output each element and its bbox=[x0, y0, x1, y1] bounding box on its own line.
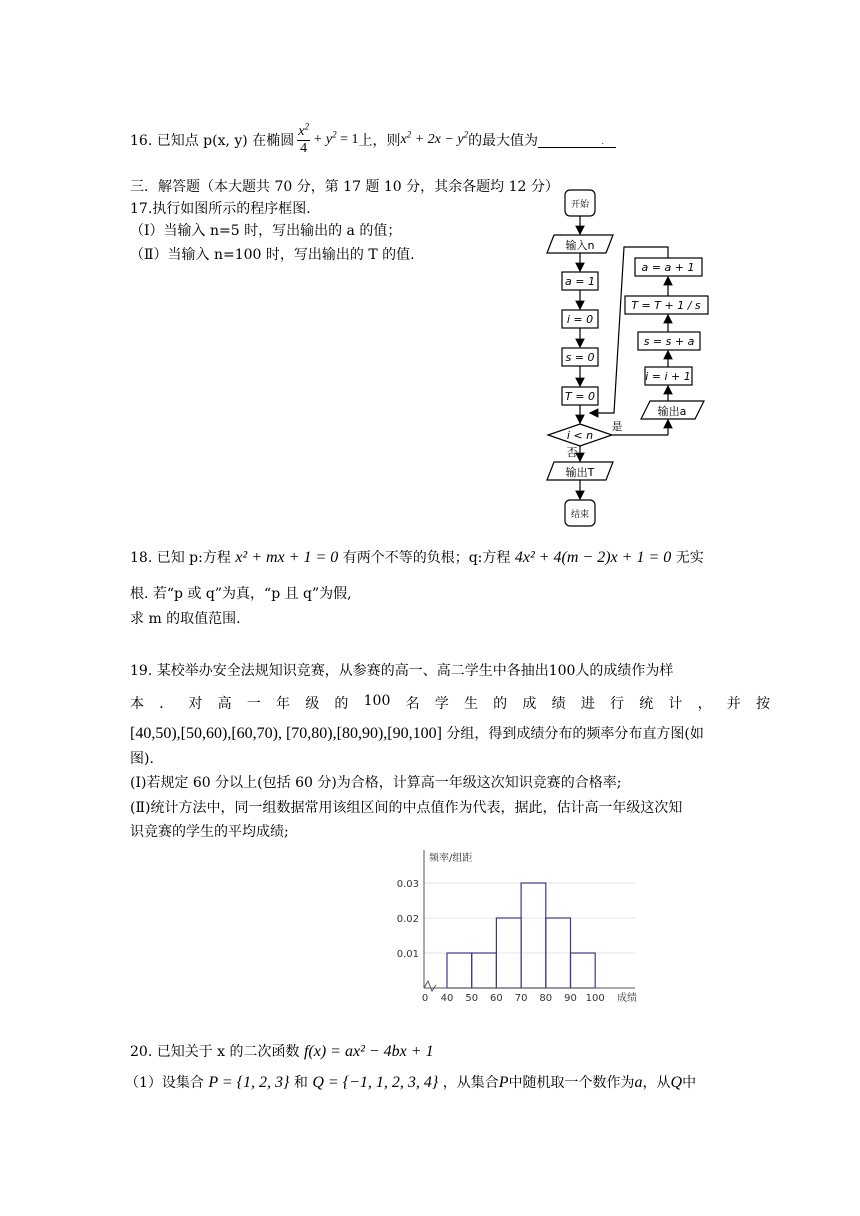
hist-xlabel: 成绩 bbox=[617, 993, 637, 1004]
flow-cond: i < n bbox=[566, 429, 594, 442]
hist-xtick-label: 50 bbox=[465, 993, 479, 1004]
answer-blank: . bbox=[538, 133, 616, 148]
q19-line5: (Ⅰ)若规定 60 分以上(包括 60 分)为合格，计算高一年级这次知识竞赛的合格率; bbox=[130, 775, 622, 791]
hist-bar-[70,80) bbox=[521, 883, 546, 988]
flow-outa: 输出a bbox=[657, 405, 687, 418]
hist-xtick-label: 80 bbox=[539, 993, 553, 1004]
question-16 bbox=[130, 122, 616, 158]
hist-ytick-label: 0.02 bbox=[396, 914, 419, 925]
flow-i0: i = 0 bbox=[566, 313, 594, 326]
flow-s0: s = 0 bbox=[565, 351, 595, 364]
hist-ytick-label: 0.01 bbox=[396, 949, 419, 960]
hist-xtick-label: 60 bbox=[490, 993, 503, 1004]
hist-xtick-label: 100 bbox=[585, 993, 605, 1004]
hist-bar-[50,60) bbox=[472, 953, 497, 988]
q17-title: 17.执行如图所示的程序框图. bbox=[130, 201, 311, 217]
q19-line6: (Ⅱ)统计方法中，同一组数据常用该组区间的中点值作为代表，据此，估计高一年级这次知 bbox=[130, 800, 683, 816]
hist-xtick-label: 70 bbox=[514, 993, 528, 1004]
flow-outT: 输出T bbox=[565, 466, 595, 479]
set-Q: Q = {−1, 1, 2, 3, 4} bbox=[312, 1074, 439, 1091]
flow-a1: a = 1 bbox=[565, 275, 595, 288]
flow-end: 结束 bbox=[570, 510, 590, 520]
flow-ii: i = i + 1 bbox=[645, 370, 691, 383]
flow-tt: T = T + 1 / s bbox=[631, 299, 701, 312]
q18-line1: 18. 已知 p:方程 x² + mx + 1 = 0 有两个不等的负根；q:方程 4x² + 4(m − 2)x + 1 = 0 无实 bbox=[130, 549, 704, 566]
q16-prefix: 16. 已知点 p(x, y) 在椭圆 bbox=[130, 133, 295, 149]
flow-aa: a = a + 1 bbox=[641, 261, 695, 274]
flow-t0: T = 0 bbox=[565, 390, 595, 403]
hist-bar-[40,50) bbox=[447, 953, 472, 988]
q18-line3: 求 m 的取值范围. bbox=[130, 611, 241, 627]
flowchart bbox=[540, 185, 720, 530]
q16-fraction: $\frac{x^2}{4}$ bbox=[298, 120, 309, 156]
q20-function: f(x) = ax² − 4bx + 1 bbox=[303, 1043, 434, 1060]
q19-line2: 本 ． 对 高 一 年 级 的 100 名 学 生 的 成 绩 进 行 统 计 ， 并 按 bbox=[130, 693, 770, 712]
q16-suffix: 的最大值为 bbox=[468, 133, 539, 149]
q19-intervals: [40,50),[50,60),[60,70), [70,80),[80,90),[90,100] bbox=[130, 725, 442, 742]
flow-start: 开始 bbox=[570, 200, 590, 210]
q20-line1: 20. 已知关于 x 的二次函数 f(x) = ax² − 4bx + 1 bbox=[130, 1043, 434, 1060]
hist-xtick-label: 0 bbox=[421, 993, 429, 1004]
q17-part2: （Ⅱ）当输入 n=100 时，写出输出的 T 的值. bbox=[130, 247, 415, 263]
flow-ss: s = s + a bbox=[643, 335, 695, 348]
q18-line2: 根. 若“p 或 q”为真，“p 且 q”为假, bbox=[130, 586, 352, 602]
flow-yes: 是 bbox=[611, 420, 623, 433]
flow-no: 否 bbox=[566, 446, 578, 459]
q20-line2: （1）设集合 P = {1, 2, 3} 和 Q = {−1, 1, 2, 3, 4} ，从集合P中随机取一个数作为a，从Q中 bbox=[125, 1074, 697, 1091]
hist-ylabel: 频率/组距 bbox=[429, 853, 473, 864]
hist-ytick-label: 0.03 bbox=[396, 879, 419, 890]
q16-expr: $x^2 + 2x - y^2$ bbox=[400, 129, 469, 147]
q19-line1: 19. 某校举办安全法规知识竞赛，从参赛的高一、高二学生中各抽出100人的成绩作为样 bbox=[130, 663, 674, 679]
q19-line3: [40,50),[50,60),[60,70), [70,80),[80,90),[90,100] 分组，得到成绩分布的频率分布直方图(如 bbox=[130, 725, 704, 742]
frequency-histogram bbox=[385, 848, 685, 1013]
flow-input: 输入n bbox=[565, 239, 595, 252]
set-P: P = {1, 2, 3} bbox=[208, 1074, 290, 1091]
q18-eq2: 4x² + 4(m − 2)x + 1 = 0 bbox=[514, 549, 672, 566]
q17-part1: （Ⅰ）当输入 n=5 时，写出输出的 a 的值； bbox=[130, 223, 402, 239]
hist-xtick-label: 90 bbox=[564, 993, 577, 1004]
q19-line7: 识竞赛的学生的平均成绩; bbox=[130, 824, 289, 840]
q16-eq-tail: + $y^2 = 1$ bbox=[312, 129, 359, 147]
hist-bar-[90,100] bbox=[571, 953, 596, 988]
q18-eq1: x² + mx + 1 = 0 bbox=[235, 549, 339, 566]
hist-xtick-label: 40 bbox=[440, 993, 454, 1004]
q16-mid: 上，则 bbox=[358, 133, 401, 149]
q19-line4: 图). bbox=[130, 751, 154, 767]
section-3-title: 三．解答题（本大题共 70 分，第 17 题 10 分，其余各题均 12 分） bbox=[130, 179, 559, 195]
